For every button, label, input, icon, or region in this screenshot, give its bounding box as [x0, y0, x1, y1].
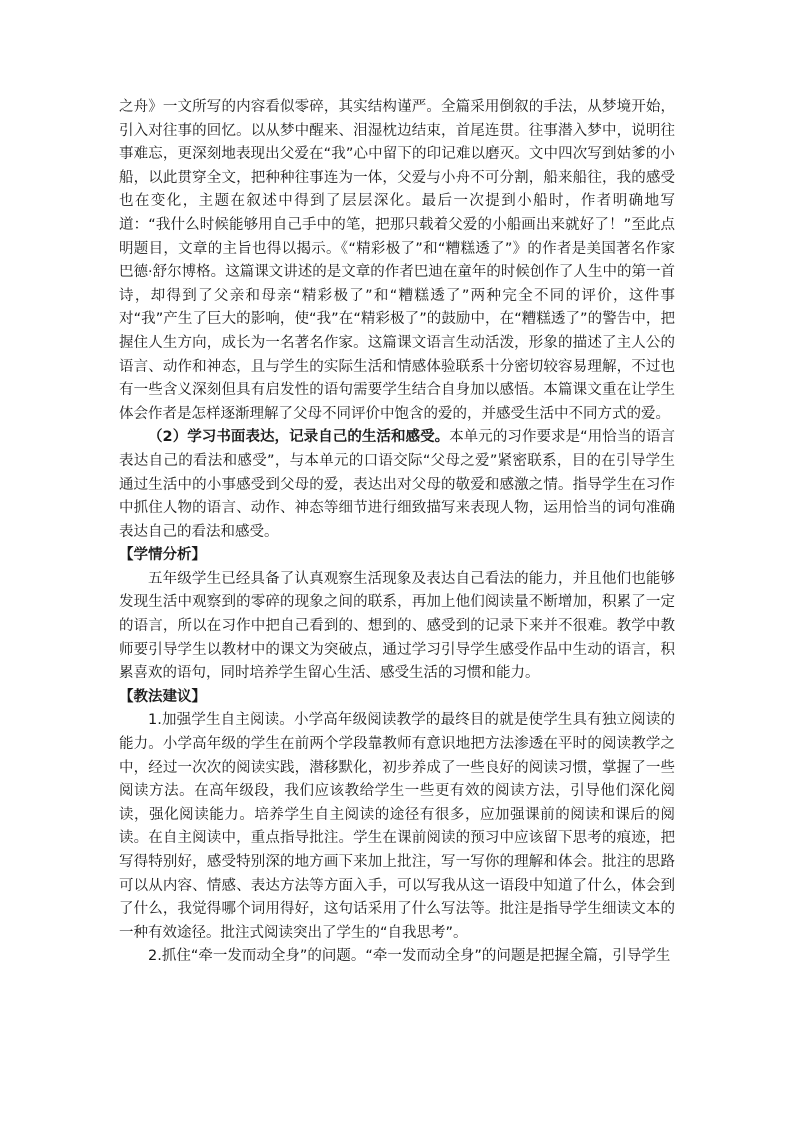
section-heading-teaching-suggestions: 【教法建议】	[119, 688, 206, 705]
paragraph-father-boat-and-wonderful: 之舟》一文所写的内容看似零碎，其实结构谨严。全篇采用倒叙的手法，从梦境开始，引入对往事的回忆。以从梦中醒来、泪湿枕边结束，首尾连贯。往事潜入梦中，说明往事难忘，更深刻地表现出父爱在“我”心中留下的印记难以磨灭。文中四次写到姑爹的小船，以此贯穿全文，把种种往事连为一体，父爱与小舟不可分割，船来船往，我的感受也在变化，主题在叙述中得到了层层深化。最后一次提到小船时，作者明确地写道：“我什么时候能够用自己手中的笔，把那只载着父爱的小船画出来就好了！”至此点明题目，文章的主旨也得以揭示。《“精彩极了”和“糟糕透了”》的作者是美国著名作家巴德·舒尔博格。这篇课文讲述的是文章的作者巴迪在童年的时候创作了人生中的第一首诗，却得到了父亲和母亲“精彩极了”和“糟糕透了”两种完全不同的评价，这件事对“我”产生了巨大的影响，使“我”在“精彩极了”的鼓励中，在“糟糕透了”的警告中，把握住人生方向，成长为一名著名作家。这篇课文语言生动活泼，形象的描述了主人公的语言、动作和神态，且与学生的实际生活和情感体验联系十分密切较容易理解，不过也有一些含义深刻但具有启发性的语句需要学生结合自身加以感悟。本篇课文重在让学生体会作者是怎样逐渐理解了父母不同评价中饱含的爱的，并感受生活中不同方式的爱。	[119, 99, 675, 422]
document-body	[119, 96, 675, 969]
paragraph-suggestion-1: 1.加强学生自主阅读。小学高年级阅读教学的最终目的就是使学生具有独立阅读的能力。小学高年级的学生在前两个学段靠教师有意识地把方法渗透在平时的阅读教学之中，经过一次次的阅读实践，潜移默化，初步养成了一些良好的阅读习惯，掌握了一些阅读方法。在高年级段，我们应该教给学生一些更有效的阅读方法，引导他们深化阅读，强化阅读能力。培养学生自主阅读的途径有很多，应加强课前的阅读和课后的阅读。在自主阅读中，重点指导批注。学生在课前阅读的预习中应该留下思考的痕迹，把写得特别好，感受特别深的地方画下来加上批注，写一写你的理解和体会。批注的思路可以从内容、情感、表达方法等方面入手，可以写我从这一语段中知道了什么，体会到了什么，我觉得哪个词用得好，这句话采用了什么写法等。批注是指导学生细读文本的一种有效途径。批注式阅读突出了学生的“自我思考”。	[119, 712, 675, 941]
paragraph-suggestion-2: 2.抓住“牵一发而动全身”的问题。“牵一发而动全身”的问题是把握全篇，引导学生	[148, 948, 671, 965]
paragraph-lead-bold: （2）学习书面表达，记录自己的生活和感受。	[148, 429, 450, 446]
paragraph-student-analysis: 五年级学生已经具备了认真观察生活现象及表达自己看法的能力，并且他们也能够发现生活中观察到的零碎的现象之间的联系，再加上他们阅读量不断增加，积累了一定的语言，所以在习作中把自己看到的、想到的、感受到的记录下来并不很难。教学中教师要引导学生以教材中的课文为突破点，通过学习引导学生感受作品中生动的语言，积累喜欢的语句，同时培养学生留心生活、感受生活的习惯和能力。	[119, 570, 675, 682]
section-heading-student-analysis: 【学情分析】	[119, 547, 206, 564]
paragraph-writing-expression	[119, 426, 675, 544]
paragraph-lead-rest: 本单元的习作要求是“用恰当的语言表达自己的看法和感受”，与本单元的口语交际“父母之爱”紧密联系，目的在引导学生通过生活中的小事感受到父母的爱，表达出对父母的敬爱和感激之情。指导学生在习作中抓住人物的语言、动作、神态等细节进行细致描写来表现人物，运用恰当的词句准确表达自己的看法和感受。	[119, 429, 676, 540]
